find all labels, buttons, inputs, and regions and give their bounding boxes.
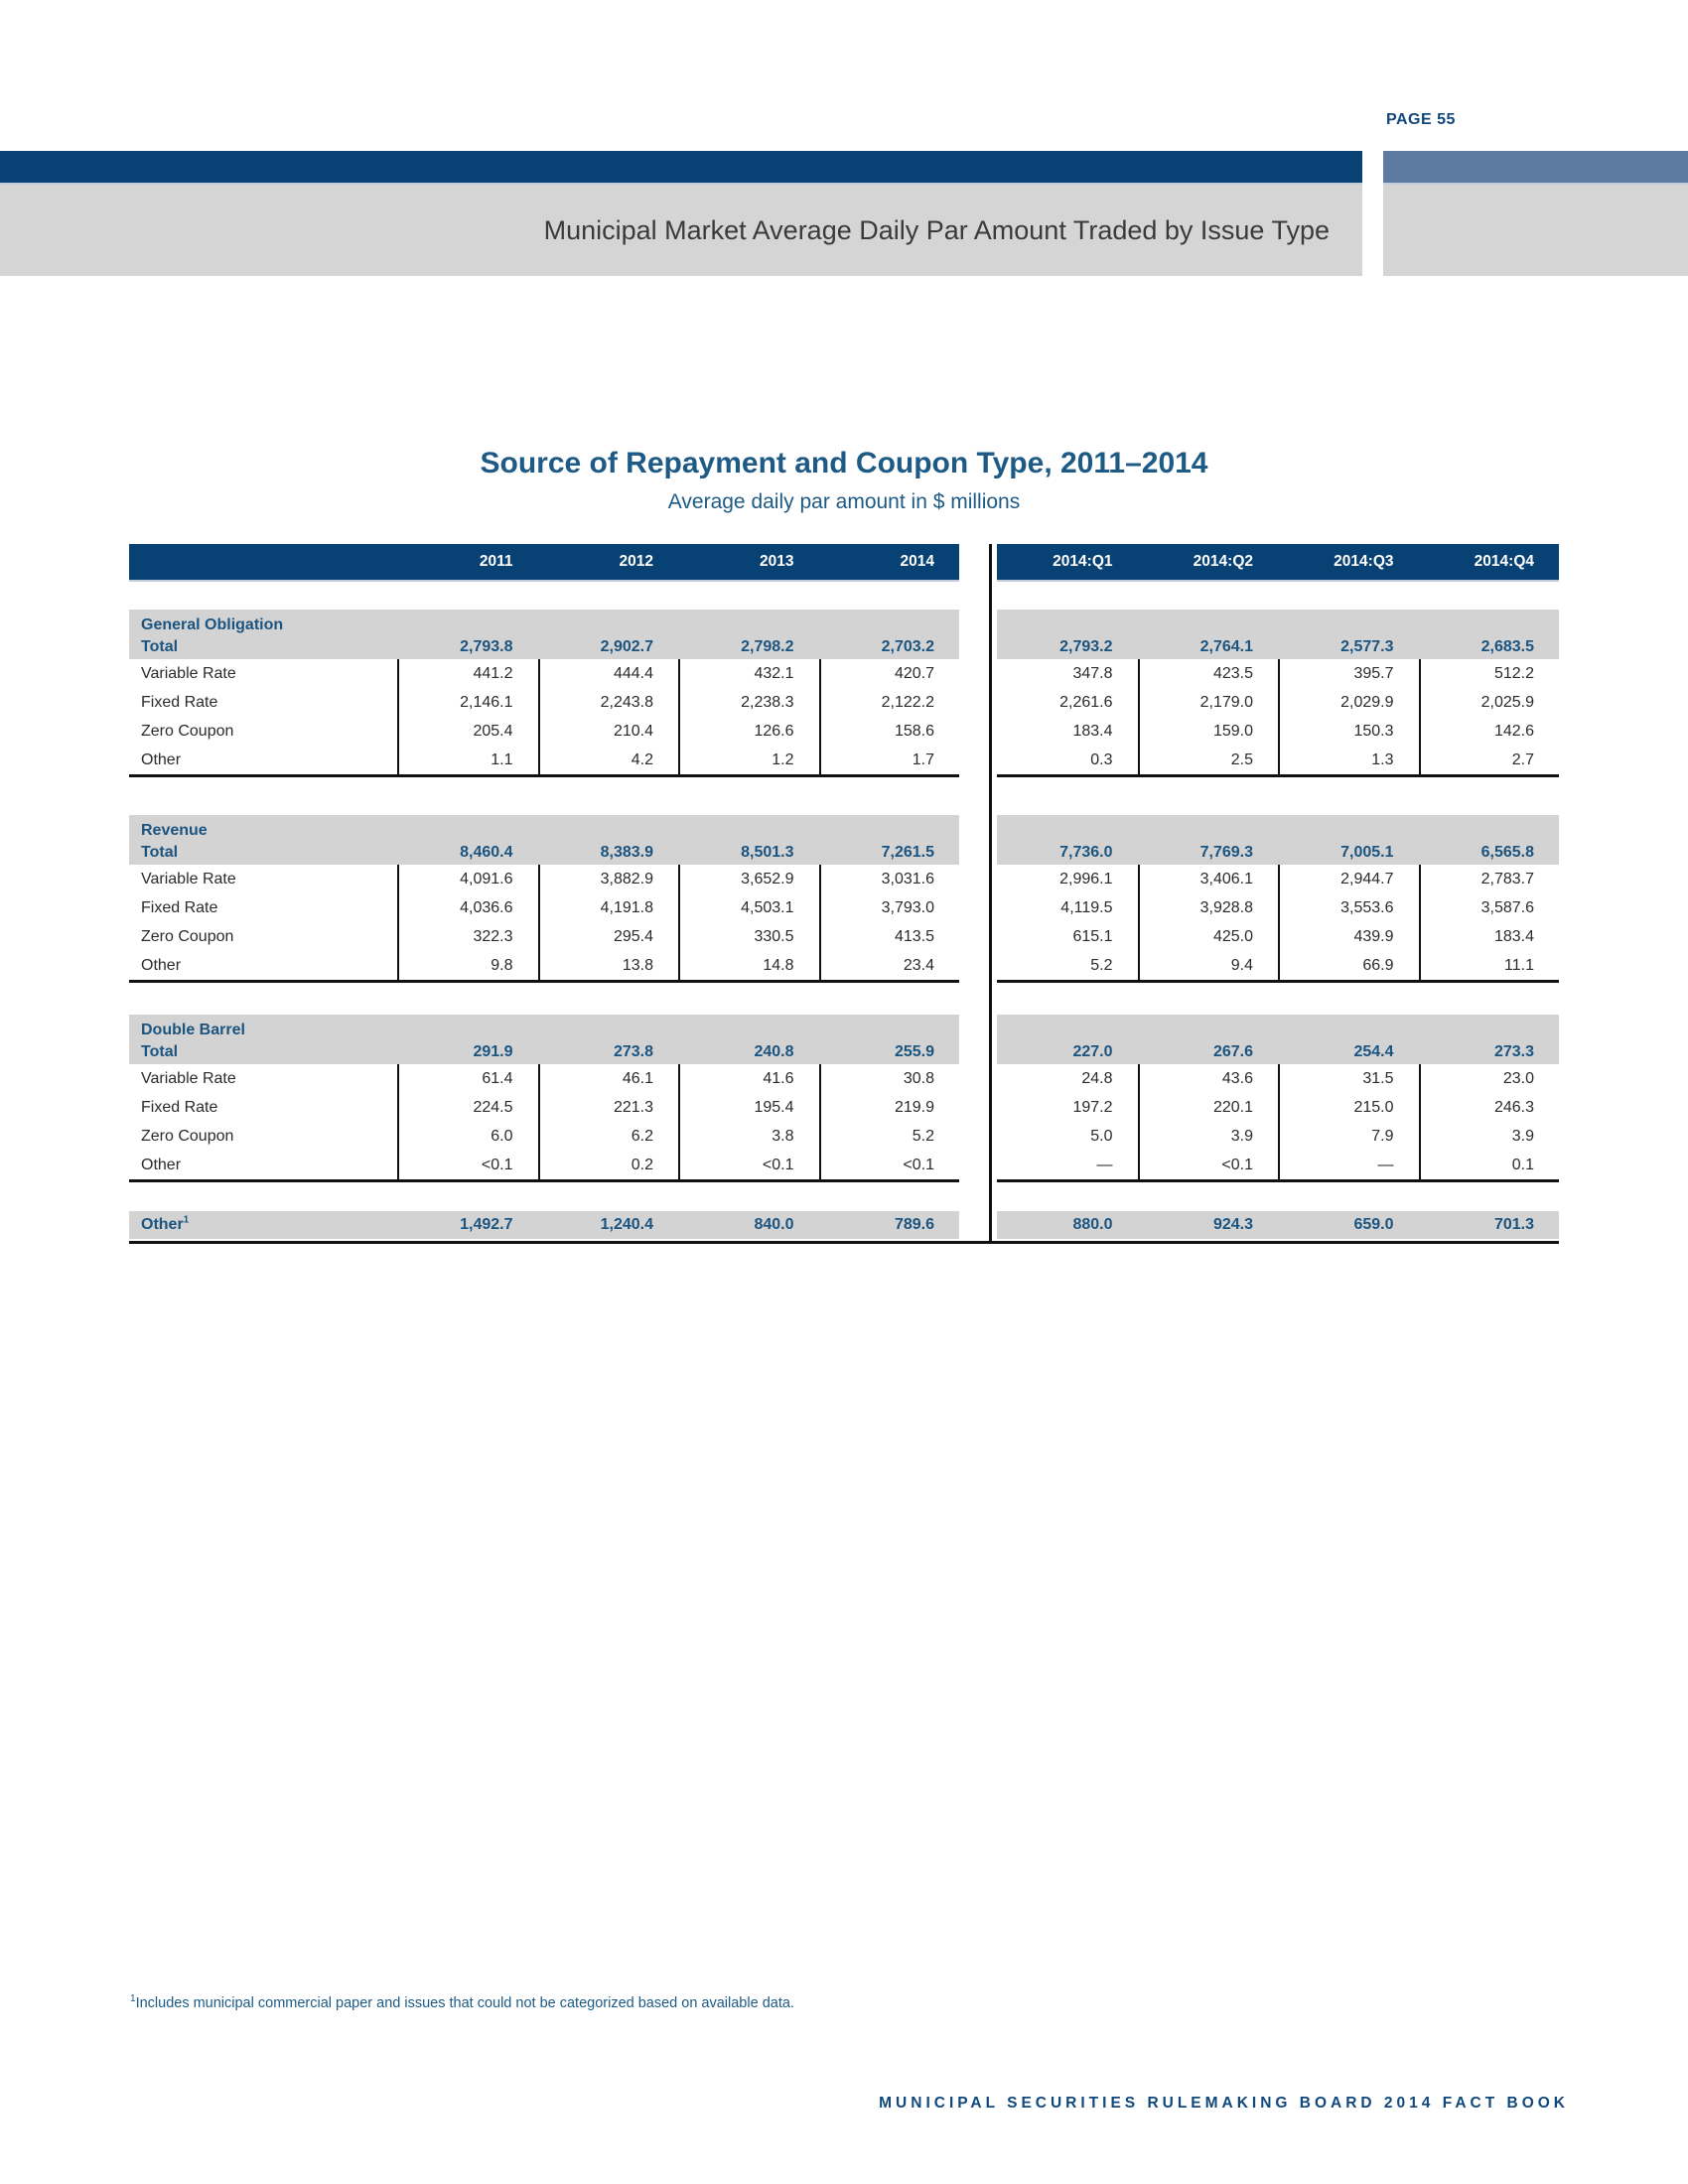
cell-quarterly: 183.4: [1072, 723, 1113, 740]
table-row: [129, 688, 959, 717]
footnote: [130, 1995, 794, 2011]
cell-annual: 413.5: [819, 922, 960, 951]
cell-quarterly: 2,025.9: [1419, 688, 1560, 717]
other-row-label: [129, 1211, 397, 1239]
section-rows-quarterly: [997, 659, 1559, 777]
row-label: Zero Coupon: [141, 1128, 234, 1145]
total-value-quarterly: 7,736.0: [1059, 844, 1113, 861]
total-value-annual: 8,383.9: [600, 844, 653, 861]
cell-quarterly: 7.9: [1278, 1122, 1419, 1151]
cell-annual: 41.6: [678, 1064, 819, 1093]
section-band-line1: [997, 820, 1559, 842]
cell-annual: <0.1: [678, 1151, 819, 1179]
cell-annual: 432.1: [678, 659, 819, 688]
footer-text: MUNICIPAL SECURITIES RULEMAKING BOARD 2014 FACT BOOK: [879, 2095, 1569, 2112]
quarter-header: 2014:Q1: [1053, 553, 1113, 570]
cell-annual: 1.1: [397, 746, 538, 774]
section-band-line2: [997, 842, 1559, 864]
table-row: [997, 951, 1559, 980]
section-band-line2: [997, 1041, 1559, 1063]
year-header: 2012: [619, 553, 653, 570]
section-band-line1: [997, 614, 1559, 636]
row-label: Other: [141, 751, 182, 768]
cell-annual: 1.7: [819, 746, 960, 774]
other-value-quarterly: 924.3: [1212, 1216, 1253, 1233]
table-row: [129, 1151, 959, 1179]
total-value-quarterly: 254.4: [1353, 1043, 1394, 1060]
cell-annual: 3,793.0: [819, 893, 960, 922]
table-row: [997, 1064, 1559, 1093]
total-value-quarterly: 6,565.8: [1480, 844, 1534, 861]
cell-quarterly: 425.0: [1138, 922, 1279, 951]
total-value-quarterly: 273.3: [1493, 1043, 1534, 1060]
total-label: Total: [141, 638, 179, 655]
table-row: [997, 688, 1559, 717]
row-label: Zero Coupon: [141, 928, 234, 945]
table-row: [997, 1151, 1559, 1179]
cell-quarterly: 3,928.8: [1138, 893, 1279, 922]
row-label: Other: [141, 957, 182, 974]
section-band-quarterly: [997, 1015, 1559, 1064]
cell-quarterly: 512.2: [1419, 659, 1560, 688]
total-value-annual: 2,793.8: [460, 638, 513, 655]
cell-annual: 444.4: [538, 659, 679, 688]
section-band-line2: [997, 636, 1559, 658]
year-header: 2013: [760, 553, 794, 570]
row-label: Variable Rate: [141, 665, 236, 682]
page-number: PAGE 55: [1386, 111, 1456, 128]
table-bottom-rule: [129, 1241, 1559, 1244]
total-value-quarterly: 267.6: [1212, 1043, 1253, 1060]
section-rows-quarterly: [997, 1064, 1559, 1182]
cell-quarterly: 2,261.6: [1059, 694, 1113, 711]
section-rows-annual: [129, 1064, 959, 1182]
header-navy-bar: [0, 151, 1362, 185]
total-label: Total: [141, 844, 179, 861]
data-table: [129, 544, 1559, 1251]
table-center-divider: [989, 544, 992, 1244]
other-label-text: Other: [141, 1216, 184, 1233]
cell-quarterly: 2,029.9: [1278, 688, 1419, 717]
cell-quarterly: 215.0: [1278, 1093, 1419, 1122]
table-row: [129, 1064, 959, 1093]
table-row: [129, 865, 959, 893]
cell-annual: 441.2: [397, 659, 538, 688]
cell-annual: 295.4: [538, 922, 679, 951]
total-value-annual: 240.8: [754, 1043, 794, 1060]
section-band: [129, 1015, 959, 1064]
quarter-header: 2014:Q4: [1474, 553, 1534, 570]
other-value-quarterly: 701.3: [1493, 1216, 1534, 1233]
total-value-quarterly: 7,005.1: [1340, 844, 1394, 861]
cell-annual: 4,036.6: [397, 893, 538, 922]
quarter-header: 2014:Q3: [1334, 553, 1394, 570]
cell-annual: 3.8: [678, 1122, 819, 1151]
cell-annual: 23.4: [819, 951, 960, 980]
cell-quarterly: 2.7: [1419, 746, 1560, 774]
header-gray-box: [1383, 185, 1688, 276]
cell-quarterly: 615.1: [1072, 928, 1113, 945]
cell-annual: 6.2: [538, 1122, 679, 1151]
cell-annual: 61.4: [397, 1064, 538, 1093]
cell-annual: 3,031.6: [819, 865, 960, 893]
section-band: [129, 610, 959, 659]
row-label: Fixed Rate: [141, 694, 218, 711]
cell-annual: 3,652.9: [678, 865, 819, 893]
section-band-line2: [129, 636, 959, 658]
cell-quarterly: 2.5: [1138, 746, 1279, 774]
section-band-line1: [129, 614, 959, 636]
cell-annual: 322.3: [397, 922, 538, 951]
section-band-line1: [129, 820, 959, 842]
cell-annual: 5.2: [819, 1122, 960, 1151]
table-row: [129, 1122, 959, 1151]
table-header-quarterly: [997, 544, 1559, 582]
row-label: Other: [141, 1157, 182, 1173]
other-value-quarterly: 659.0: [1353, 1216, 1394, 1233]
table-row: [129, 746, 959, 774]
cell-annual: 4,091.6: [397, 865, 538, 893]
cell-annual: 4.2: [538, 746, 679, 774]
table-row: [129, 1093, 959, 1122]
cell-quarterly: 31.5: [1278, 1064, 1419, 1093]
table-row: [997, 865, 1559, 893]
cell-annual: 330.5: [678, 922, 819, 951]
cell-annual: 2,122.2: [819, 688, 960, 717]
cell-annual: 195.4: [678, 1093, 819, 1122]
cell-annual: 46.1: [538, 1064, 679, 1093]
cell-annual: 158.6: [819, 717, 960, 746]
cell-quarterly: 0.3: [1090, 751, 1113, 768]
cell-annual: 221.3: [538, 1093, 679, 1122]
table-row: [129, 951, 959, 980]
total-value-quarterly: 2,793.2: [1059, 638, 1113, 655]
table-row: [997, 746, 1559, 774]
cell-quarterly: 183.4: [1419, 922, 1560, 951]
cell-annual: 224.5: [397, 1093, 538, 1122]
cell-annual: 30.8: [819, 1064, 960, 1093]
row-label: Variable Rate: [141, 871, 236, 887]
row-label: Zero Coupon: [141, 723, 234, 740]
other-value-annual: 840.0: [754, 1216, 794, 1233]
cell-quarterly: 5.2: [1090, 957, 1113, 974]
cell-quarterly: 2,996.1: [1059, 871, 1113, 887]
year-header: 2014: [900, 553, 934, 570]
total-value-quarterly: 227.0: [1072, 1043, 1113, 1060]
section-band-line2: [129, 842, 959, 864]
section-rows-quarterly: [997, 865, 1559, 983]
table-row: [997, 922, 1559, 951]
cell-annual: 210.4: [538, 717, 679, 746]
table-row: [129, 717, 959, 746]
cell-annual: 2,146.1: [397, 688, 538, 717]
cell-quarterly: 159.0: [1138, 717, 1279, 746]
cell-quarterly: 9.4: [1138, 951, 1279, 980]
table-row: [997, 659, 1559, 688]
cell-annual: 2,238.3: [678, 688, 819, 717]
chart-subtitle: Average daily par amount in $ millions: [667, 490, 1021, 513]
cell-quarterly: 2,179.0: [1138, 688, 1279, 717]
other-value-annual: 1,492.7: [460, 1216, 513, 1233]
cell-quarterly: 439.9: [1278, 922, 1419, 951]
cell-quarterly: 220.1: [1138, 1093, 1279, 1122]
table-row: [997, 1093, 1559, 1122]
cell-annual: 205.4: [397, 717, 538, 746]
other-label-superscript: 1: [183, 1214, 190, 1226]
cell-annual: 0.2: [538, 1151, 679, 1179]
total-value-annual: 291.9: [473, 1043, 513, 1060]
cell-annual: 126.6: [678, 717, 819, 746]
row-label: Variable Rate: [141, 1070, 236, 1087]
cell-quarterly: 3,553.6: [1278, 893, 1419, 922]
cell-annual: 219.9: [819, 1093, 960, 1122]
cell-quarterly: 3,587.6: [1419, 893, 1560, 922]
cell-annual: 2,243.8: [538, 688, 679, 717]
total-value-annual: 2,703.2: [881, 638, 934, 655]
total-value-annual: 273.8: [613, 1043, 653, 1060]
cell-quarterly: 246.3: [1419, 1093, 1560, 1122]
total-value-quarterly: 2,683.5: [1480, 638, 1534, 655]
cell-quarterly: 3.9: [1419, 1122, 1560, 1151]
chart-title: Source of Repayment and Coupon Type, 2011–2014: [480, 447, 1208, 479]
cell-annual: <0.1: [397, 1151, 538, 1179]
cell-quarterly: 4,119.5: [1060, 899, 1113, 916]
cell-quarterly: 150.3: [1278, 717, 1419, 746]
cell-annual: <0.1: [819, 1151, 960, 1179]
cell-quarterly: 11.1: [1419, 951, 1560, 980]
header-title-band: [0, 185, 1362, 276]
cell-quarterly: 2,944.7: [1278, 865, 1419, 893]
cell-quarterly: 66.9: [1278, 951, 1419, 980]
footnote-marker: 1: [130, 1993, 136, 2005]
table-row: [997, 717, 1559, 746]
other-row-annual: [129, 1211, 959, 1239]
row-label: Fixed Rate: [141, 899, 218, 916]
cell-annual: 9.8: [397, 951, 538, 980]
section-band-line1: [129, 1020, 959, 1041]
cell-quarterly: 24.8: [1081, 1070, 1113, 1087]
cell-quarterly: —: [1278, 1151, 1419, 1179]
section-name: General Obligation: [141, 616, 284, 633]
total-value-annual: 8,460.4: [460, 844, 513, 861]
other-value-annual: 1,240.4: [600, 1216, 653, 1233]
other-value-quarterly: 880.0: [1072, 1216, 1113, 1233]
table-row: [997, 893, 1559, 922]
table-row: [129, 893, 959, 922]
section-rows-annual: [129, 659, 959, 777]
total-value-annual: 255.9: [894, 1043, 934, 1060]
cell-quarterly: —: [1096, 1157, 1113, 1173]
cell-quarterly: 5.0: [1090, 1128, 1113, 1145]
cell-quarterly: 43.6: [1138, 1064, 1279, 1093]
total-label: Total: [141, 1043, 179, 1060]
total-value-annual: 8,501.3: [741, 844, 794, 861]
cell-quarterly: 197.2: [1072, 1099, 1113, 1116]
table-row: [129, 659, 959, 688]
quarter-header: 2014:Q2: [1193, 553, 1253, 570]
cell-quarterly: 3.9: [1138, 1122, 1279, 1151]
section-band-line2: [129, 1041, 959, 1063]
cell-quarterly: 3,406.1: [1138, 865, 1279, 893]
total-value-quarterly: 2,764.1: [1199, 638, 1253, 655]
section-band: [129, 815, 959, 865]
cell-annual: 13.8: [538, 951, 679, 980]
total-value-quarterly: 2,577.3: [1340, 638, 1394, 655]
cell-quarterly: 1.3: [1278, 746, 1419, 774]
row-label: Fixed Rate: [141, 1099, 218, 1116]
section-band-quarterly: [997, 815, 1559, 865]
total-value-annual: 7,261.5: [881, 844, 934, 861]
cell-quarterly: 423.5: [1138, 659, 1279, 688]
page-title: Municipal Market Average Daily Par Amount Traded by Issue Type: [543, 214, 1330, 245]
cell-annual: 1.2: [678, 746, 819, 774]
section-name: Revenue: [141, 822, 208, 839]
cell-quarterly: 23.0: [1419, 1064, 1560, 1093]
total-value-annual: 2,798.2: [741, 638, 794, 655]
cell-annual: 14.8: [678, 951, 819, 980]
cell-quarterly: 0.1: [1419, 1151, 1560, 1179]
cell-annual: 4,191.8: [538, 893, 679, 922]
cell-quarterly: 142.6: [1419, 717, 1560, 746]
total-value-quarterly: 7,769.3: [1199, 844, 1253, 861]
table-row: [997, 1122, 1559, 1151]
cell-annual: 3,882.9: [538, 865, 679, 893]
cell-quarterly: 395.7: [1278, 659, 1419, 688]
section-rows-annual: [129, 865, 959, 983]
cell-annual: 6.0: [397, 1122, 538, 1151]
section-band-quarterly: [997, 610, 1559, 659]
table-header-annual: [129, 544, 959, 582]
year-header: 2011: [479, 553, 513, 570]
section-name: Double Barrel: [141, 1022, 245, 1038]
cell-annual: 4,503.1: [678, 893, 819, 922]
cell-quarterly: 347.8: [1072, 665, 1113, 682]
other-row-quarterly: [997, 1211, 1559, 1239]
section-band-line1: [997, 1020, 1559, 1041]
footnote-text: Includes municipal commercial paper and issues that could not be categorized based on available data.: [135, 1995, 794, 2011]
table-row: [129, 922, 959, 951]
header-spacer: [129, 544, 397, 580]
other-value-annual: 789.6: [894, 1216, 934, 1233]
header-steel-bar: [1383, 151, 1688, 185]
total-value-annual: 2,902.7: [600, 638, 653, 655]
cell-annual: 420.7: [819, 659, 960, 688]
cell-quarterly: <0.1: [1138, 1151, 1279, 1179]
cell-quarterly: 2,783.7: [1419, 865, 1560, 893]
